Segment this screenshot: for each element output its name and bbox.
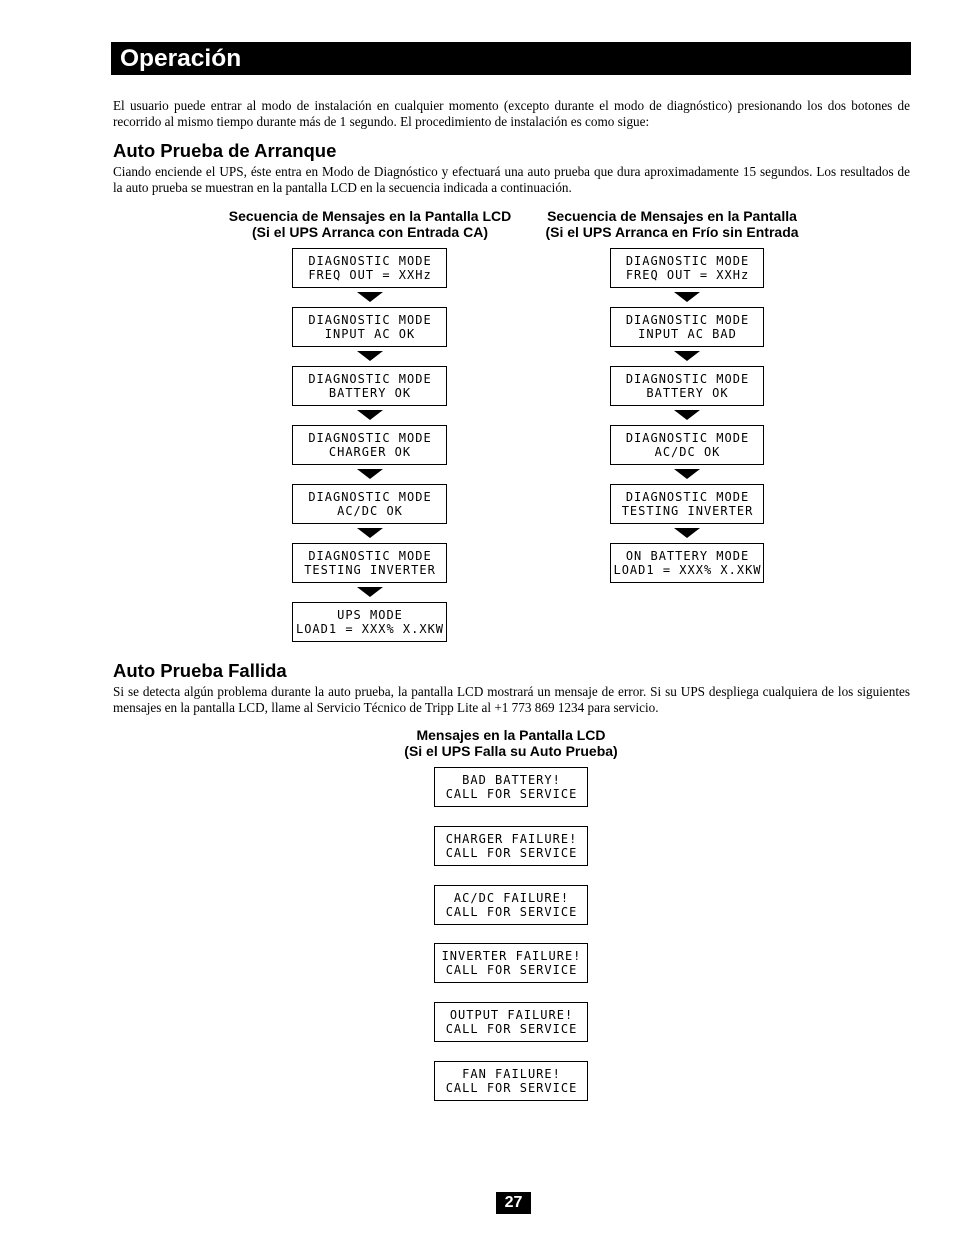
lcd-screen	[292, 248, 447, 288]
lcd-screen	[434, 1002, 588, 1042]
ac-start-sequence-caption	[220, 208, 520, 240]
lcd-line-bottom: INPUT AC OK	[324, 327, 416, 341]
lcd-line-bottom: AC/DC OK	[654, 445, 721, 459]
down-arrow-icon	[357, 528, 383, 538]
startup-test-heading: Auto Prueba de Arranque	[113, 140, 337, 161]
sequence-step-connector	[610, 465, 764, 484]
cold-start-lcd-sequence	[610, 248, 764, 583]
lcd-line-top: BAD BATTERY!	[462, 773, 561, 787]
sequence-step-connector	[292, 524, 447, 543]
caption-line: (Si el UPS Arranca con Entrada CA)	[252, 224, 488, 240]
lcd-line-top: CHARGER FAILURE!	[445, 831, 578, 846]
lcd-screen	[292, 543, 447, 583]
lcd-line-top: DIAGNOSTIC MODE	[308, 431, 432, 445]
paragraph-line: Si se detecta algún problema durante la auto prueba, la pantalla LCD mostrará un mensaje de error. Si su UPS despliega cualquiera de los siguientes	[113, 684, 910, 699]
lcd-line-bottom: BATTERY OK	[646, 386, 729, 400]
lcd-screen	[292, 425, 447, 465]
lcd-screen	[434, 943, 588, 983]
caption-line: (Si el UPS Arranca en Frío sin Entrada	[545, 224, 799, 240]
cold-start-sequence-caption	[522, 208, 822, 240]
lcd-line-bottom: AC/DC OK	[337, 504, 403, 518]
lcd-line-top: UPS MODE	[337, 608, 403, 622]
sequence-step-connector	[610, 288, 764, 307]
lcd-line-top: FAN FAILURE!	[462, 1066, 561, 1081]
down-arrow-icon	[357, 469, 383, 479]
failed-test-paragraph	[113, 684, 910, 715]
lcd-line-bottom: LOAD1 = XXX% X.XKW	[295, 622, 445, 636]
lcd-line-bottom: BATTERY OK	[328, 386, 412, 400]
down-arrow-icon	[674, 410, 700, 420]
paragraph-line: la auto prueba se muestran en la pantalla LCD en la secuencia indicada a continuación.	[113, 179, 572, 195]
caption-line: (Si el UPS Falla su Auto Prueba)	[404, 742, 618, 759]
startup-test-paragraph	[113, 164, 910, 195]
caption-line: Secuencia de Mensajes en la Pantalla	[547, 208, 797, 224]
down-arrow-icon	[357, 587, 383, 597]
down-arrow-icon	[357, 292, 383, 302]
lcd-screen	[434, 885, 588, 925]
lcd-screen	[292, 602, 447, 642]
caption-line: Mensajes en la Pantalla LCD	[416, 727, 606, 743]
lcd-line-top: AC/DC FAILURE!	[453, 890, 570, 905]
lcd-line-top: DIAGNOSTIC MODE	[308, 490, 432, 504]
lcd-screen	[434, 767, 588, 807]
lcd-line-top: DIAGNOSTIC MODE	[625, 254, 750, 268]
down-arrow-icon	[674, 351, 700, 361]
lcd-line-top: DIAGNOSTIC MODE	[625, 490, 750, 504]
lcd-screen	[292, 307, 447, 347]
lcd-line-bottom: TESTING INVERTER	[621, 504, 754, 518]
paragraph-line: Ciando enciende el UPS, éste entra en Modo de Diagnóstico y efectuará una auto prueba que dura aproximadamente 15 segundos. Los resultados de	[113, 164, 910, 179]
down-arrow-icon	[357, 410, 383, 420]
lcd-line-bottom: CALL FOR SERVICE	[445, 787, 578, 801]
page-number: 27	[496, 1192, 531, 1214]
section-title-bar	[111, 42, 911, 75]
lcd-screen	[610, 484, 764, 524]
down-arrow-icon	[674, 292, 700, 302]
lcd-screen	[434, 1061, 588, 1101]
failed-test-heading: Auto Prueba Fallida	[113, 660, 287, 681]
lcd-line-top: DIAGNOSTIC MODE	[308, 313, 432, 327]
paragraph-line: mensajes en la pantalla LCD, llame al Servicio Técnico de Tripp Lite al +1 773 869 1234 para servicio.	[113, 699, 659, 715]
lcd-line-top: DIAGNOSTIC MODE	[308, 549, 432, 563]
paragraph-line: El usuario puede entrar al modo de instalación en cualquier momento (excepto durante el modo de diagnóstico) presionando los dos botones de	[113, 98, 910, 113]
page-title: Operación	[120, 45, 242, 72]
lcd-screen	[434, 826, 588, 866]
paragraph-line: recorrido al mismo tiempo durante más de 1 segundo. El procedimiento de instalación es como sigue:	[113, 113, 650, 129]
down-arrow-icon	[674, 528, 700, 538]
lcd-screen	[292, 366, 447, 406]
lcd-screen	[610, 366, 764, 406]
sequence-step-connector	[292, 347, 447, 366]
lcd-line-bottom: FREQ OUT = XXHz	[625, 268, 750, 282]
sequence-step-connector	[292, 465, 447, 484]
sequence-step-connector	[610, 406, 764, 425]
lcd-line-bottom: TESTING INVERTER	[304, 563, 436, 577]
lcd-line-bottom: CALL FOR SERVICE	[445, 963, 578, 978]
sequence-step-connector	[610, 524, 764, 543]
sequence-step-connector	[292, 406, 447, 425]
lcd-line-bottom: INPUT AC BAD	[638, 327, 737, 341]
ac-start-lcd-sequence	[292, 248, 447, 642]
lcd-line-bottom: CALL FOR SERVICE	[445, 1022, 578, 1037]
caption-line: Secuencia de Mensajes en la Pantalla LCD	[228, 208, 512, 224]
sequence-step-connector	[292, 288, 447, 307]
lcd-screen	[610, 248, 764, 288]
down-arrow-icon	[674, 469, 700, 479]
lcd-line-top: DIAGNOSTIC MODE	[625, 372, 750, 386]
down-arrow-icon	[357, 351, 383, 361]
lcd-screen	[292, 484, 447, 524]
intro-paragraph	[113, 98, 910, 129]
lcd-line-bottom: CALL FOR SERVICE	[445, 845, 578, 860]
lcd-line-bottom: LOAD1 = XXX% X.XKW	[613, 563, 762, 577]
lcd-line-bottom: FREQ OUT = XXHz	[308, 268, 432, 282]
failure-messages-caption	[361, 728, 661, 759]
lcd-line-top: DIAGNOSTIC MODE	[308, 254, 432, 268]
lcd-screen	[610, 543, 764, 583]
lcd-line-bottom: CALL FOR SERVICE	[445, 904, 578, 919]
failure-lcd-messages	[434, 767, 588, 1101]
lcd-line-top: OUTPUT FAILURE!	[449, 1008, 574, 1023]
sequence-step-connector	[292, 583, 447, 602]
sequence-step-connector	[610, 347, 764, 366]
lcd-line-bottom: CHARGER OK	[328, 445, 412, 459]
lcd-line-top: DIAGNOSTIC MODE	[625, 431, 750, 445]
lcd-screen	[610, 425, 764, 465]
lcd-screen	[610, 307, 764, 347]
lcd-line-top: INVERTER FAILURE!	[441, 949, 582, 964]
lcd-line-bottom: CALL FOR SERVICE	[445, 1080, 578, 1095]
lcd-line-top: DIAGNOSTIC MODE	[308, 372, 432, 386]
lcd-line-top: ON BATTERY MODE	[625, 549, 750, 563]
lcd-line-top: DIAGNOSTIC MODE	[625, 313, 750, 327]
